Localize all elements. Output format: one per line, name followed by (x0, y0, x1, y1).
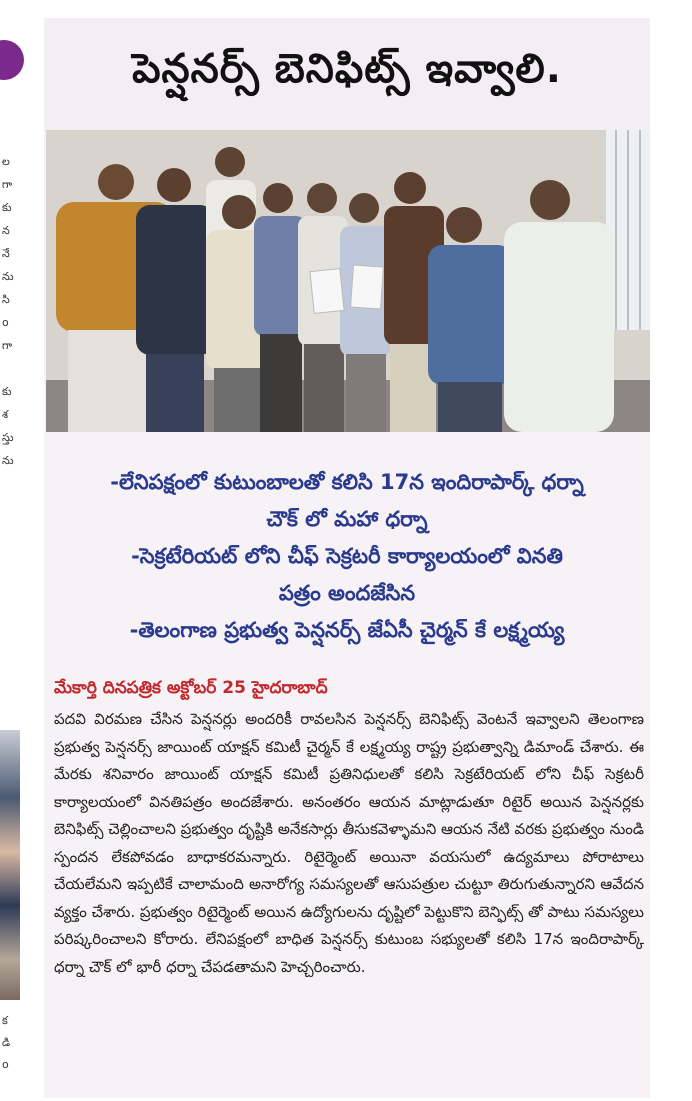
adjacent-glyph: స్తు (2, 431, 14, 444)
adjacent-glyph: కు (2, 385, 12, 398)
article-body: పదవి విరమణ చేసిన పెన్షనర్లు అందరికీ రావలసిన పెన్షనర్స్ బెనిఫిట్స్ వెంటనే ఇవ్వాలని తెలంగాణ ప్రభుత్వ పెన్షనర్స్ జాయింట్ యాక్షన్ కమిటీ చైర్మన్ కే లక్ష్మయ్య రాష్ట్ర ప్రభుత్వాన్ని డిమాండ్ చేశారు. ఈ మేరకు శనివారం జాయింట్ యాక్షన్ కమిటీ ప్రతినిధులతో కలిసి సెక్రటేరియట్ లోని చీఫ్ సెక్రటరీ కార్యాలయంలో వినతిపత్రం అందజేశారు. అనంతరం ఆయన మాట్లాడుతూ రిటైర్ అయిన పెన్షనర్లకు బెనిఫిట్స్ చెల్లించాలని ప్రభుత్వం దృష్టికి అనేకసార్లు తీసుకవెళ్ళామని ఆయన నేటి వరకు ప్రభుత్వం నుండి స్పందన లేకపోవడం బాధాకరమన్నారు. రిటైర్మెంట్ అయినా వయసులో ఉద్యమాలు పోరాటాలు చేయలేమని ఇప్పటికే చాలామంది అనారోగ్య సమస్యలతో ఆసుపత్రుల చుట్టూ తిరుగుతున్నారని ఆవేదన వ్యక్తం చేశారు. ప్రభుత్వం రిటైర్మెంట్ అయిన ఉద్యోగులను దృష్టిలో పెట్టుకొని బెన్ఫిట్స్ తో పాటు సమస్యలు పరిష్కరించాలని కోరారు. లేనిపక్షంలో బాధిత పెన్షనర్స్ కుటుంబ సభ్యులతో కలిసి 17న ఇందిరాపార్క్ ధర్నా చౌక్ లో భారీ ధర్నా చేపడతామని హెచ్చరించారు. (54, 710, 644, 976)
adjacent-column-text-bottom (2, 1010, 32, 1076)
article-photo (46, 130, 650, 432)
dateline: మేకార్తి దినపత్రిక అక్టోబర్ 25 హైదరాబాద్ (54, 678, 328, 698)
adjacent-glyph: ల (2, 155, 10, 168)
sub-headline: -సెక్రటేరియట్ లోని చీఫ్ సెక్రటరీ కార్యాలయంలో వినతి (131, 544, 563, 568)
group-photo-illustration (46, 130, 650, 432)
adjacent-glyph: క (2, 1014, 8, 1027)
sub-headline: -తెలంగాణ ప్రభుత్వ పెన్షనర్స్ జేఏసీ చైర్మన్ కే లక్ష్మయ్య (129, 618, 565, 642)
headline: పెన్షనర్స్ బెనిఫిట్స్ ఇవ్వాలి. (132, 46, 562, 92)
adjacent-glyph: సి (2, 293, 10, 306)
headline-box (44, 18, 650, 130)
adjacent-glyph: ను (2, 454, 14, 467)
adjacent-glyph: డి (2, 1036, 11, 1049)
sub-headline: -లేనిపక్షంలో కుటుంబాలతో కలిసి 17న ఇందిరాపార్క్ ధర్నా (110, 470, 584, 494)
sub-headline: పత్రం అందజేసిన (278, 581, 416, 605)
adjacent-column (0, 0, 38, 1101)
adjacent-glyph: న (2, 224, 10, 237)
adjacent-glyph: శ (2, 408, 9, 421)
adjacent-glyph: కు (2, 201, 12, 214)
publication-logo (0, 40, 24, 80)
sub-headline: చౌక్ లో మహా ధర్నా (266, 507, 428, 531)
adjacent-glyph: గా (2, 178, 13, 191)
adjacent-glyph: గా (2, 339, 13, 352)
sub-headlines (44, 464, 650, 649)
adjacent-photo (0, 730, 20, 1000)
adjacent-glyph: నే (2, 247, 10, 260)
adjacent-glyph: ను (2, 270, 14, 283)
adjacent-glyph (2, 357, 36, 380)
adjacent-glyph: o (2, 1058, 9, 1071)
news-article (44, 18, 650, 1098)
adjacent-glyph: o (2, 316, 9, 329)
adjacent-column-text (2, 150, 36, 472)
